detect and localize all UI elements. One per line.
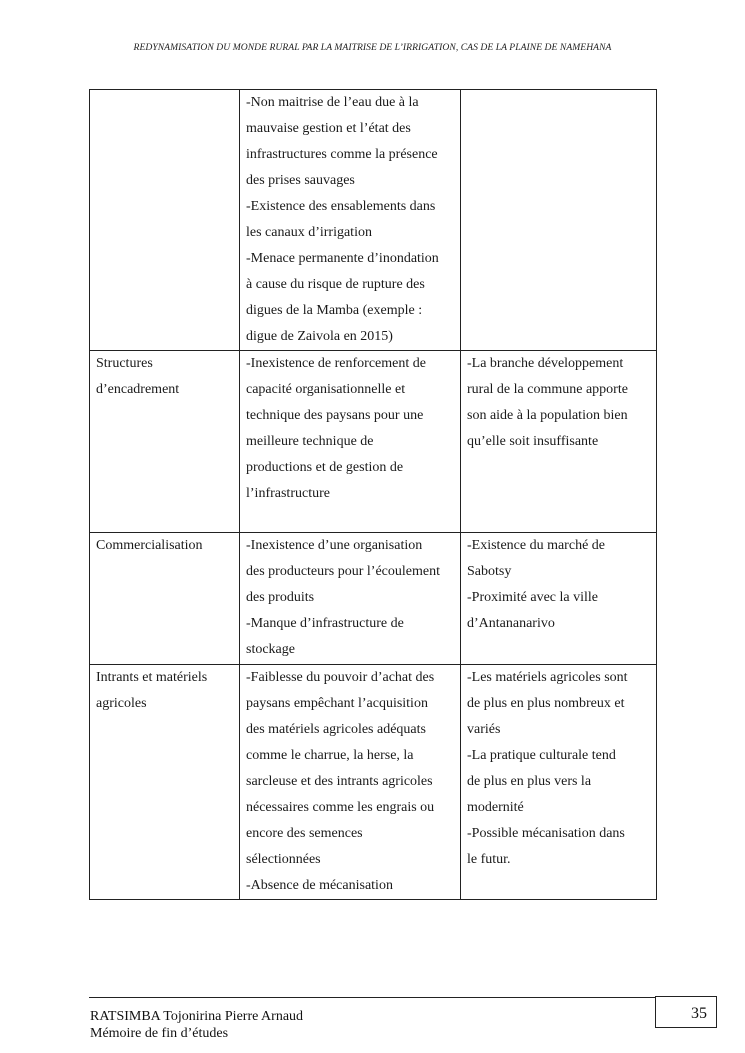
cell-line: Structures — [96, 356, 153, 371]
category-cell — [90, 90, 240, 351]
analysis-table — [89, 89, 657, 900]
cell-line: d’encadrement — [96, 382, 180, 397]
footer-author: RATSIMBA Tojonirina Pierre Arnaud — [90, 1009, 304, 1024]
cell-line: sarcleuse et des intrants agricoles — [246, 774, 433, 789]
cell-line: nécessaires comme les engrais ou — [246, 800, 435, 815]
cell-line: -Non maitrise de l’eau due à la — [246, 95, 419, 110]
cell-line: -Proximité avec la ville — [467, 590, 599, 605]
opportunities-cell — [461, 533, 657, 665]
cell-line: rural de la commune apporte — [467, 382, 628, 397]
table-row — [90, 665, 657, 900]
category-cell — [90, 351, 240, 533]
opportunities-cell — [461, 351, 657, 533]
cell-line: -La branche développement — [467, 356, 624, 371]
cell-line: digue de Zaivola en 2015) — [246, 329, 393, 344]
cell-line: mauvaise gestion et l’état des — [246, 121, 411, 136]
cell-line: l’infrastructure — [246, 486, 330, 501]
cell-line: le futur. — [467, 852, 511, 867]
cell-line: -Absence de mécanisation — [246, 878, 393, 893]
cell-line: qu’elle soit insuffisante — [467, 434, 599, 449]
cell-line: -Faiblesse du pouvoir d’achat des — [246, 670, 435, 685]
page-number: 35 — [655, 996, 717, 1028]
table-row — [90, 351, 657, 533]
table-row — [90, 90, 657, 351]
cell-line: -Inexistence d’une organisation — [246, 538, 423, 553]
cell-line: d’Antananarivo — [467, 616, 555, 631]
constraints-cell — [240, 351, 461, 533]
category-cell — [90, 665, 240, 900]
cell-line: stockage — [246, 642, 295, 657]
cell-line: de plus en plus nombreux et — [467, 696, 625, 711]
footer-subtitle: Mémoire de fin d’études — [90, 1026, 229, 1041]
cell-line: des prises sauvages — [246, 173, 355, 188]
cell-line: sélectionnées — [246, 852, 321, 867]
cell-line: digues de la Mamba (exemple : — [246, 303, 423, 318]
cell-line: -Menace permanente d’inondation — [246, 251, 439, 266]
cell-line: infrastructures comme la présence — [246, 147, 438, 162]
cell-line: -Existence du marché de — [467, 538, 605, 553]
cell-line: des produits — [246, 590, 315, 605]
cell-line: agricoles — [96, 696, 147, 711]
constraints-cell — [240, 90, 461, 351]
cell-line: meilleure technique de — [246, 434, 374, 449]
cell-line: productions et de gestion de — [246, 460, 404, 475]
cell-line: -Inexistence de renforcement de — [246, 356, 426, 371]
cell-line: son aide à la population bien — [467, 408, 628, 423]
cell-line: de plus en plus vers la — [467, 774, 592, 789]
cell-line: -Manque d’infrastructure de — [246, 616, 404, 631]
opportunities-cell — [461, 665, 657, 900]
cell-line: -Existence des ensablements dans — [246, 199, 436, 214]
cell-line: variés — [467, 722, 501, 737]
cell-line: à cause du risque de rupture des — [246, 277, 425, 292]
category-cell — [90, 533, 240, 665]
cell-line: Commercialisation — [96, 538, 203, 553]
cell-line: Intrants et matériels — [96, 670, 208, 685]
cell-line: paysans empêchant l’acquisition — [246, 696, 428, 711]
cell-line: -Les matériels agricoles sont — [467, 670, 628, 685]
cell-line: les canaux d’irrigation — [246, 225, 372, 240]
constraints-cell — [240, 533, 461, 665]
cell-line: -Possible mécanisation dans — [467, 826, 625, 841]
cell-line: -La pratique culturale tend — [467, 748, 616, 763]
cell-line: Sabotsy — [467, 564, 512, 579]
cell-line: capacité organisationnelle et — [246, 382, 406, 397]
opportunities-cell — [461, 90, 657, 351]
cell-line: des producteurs pour l’écoulement — [246, 564, 440, 579]
cell-line: encore des semences — [246, 826, 363, 841]
cell-line: modernité — [467, 800, 524, 815]
running-header: REDYNAMISATION DU MONDE RURAL PAR LA MAITRISE DE L’IRRIGATION, CAS DE LA PLAINE DE NAMEHANA — [133, 42, 612, 53]
constraints-cell — [240, 665, 461, 900]
footer-divider — [89, 997, 656, 998]
table-row — [90, 533, 657, 665]
cell-line: technique des paysans pour une — [246, 408, 424, 423]
cell-line: des matériels agricoles adéquats — [246, 722, 426, 737]
cell-line: comme le charrue, la herse, la — [246, 748, 414, 763]
